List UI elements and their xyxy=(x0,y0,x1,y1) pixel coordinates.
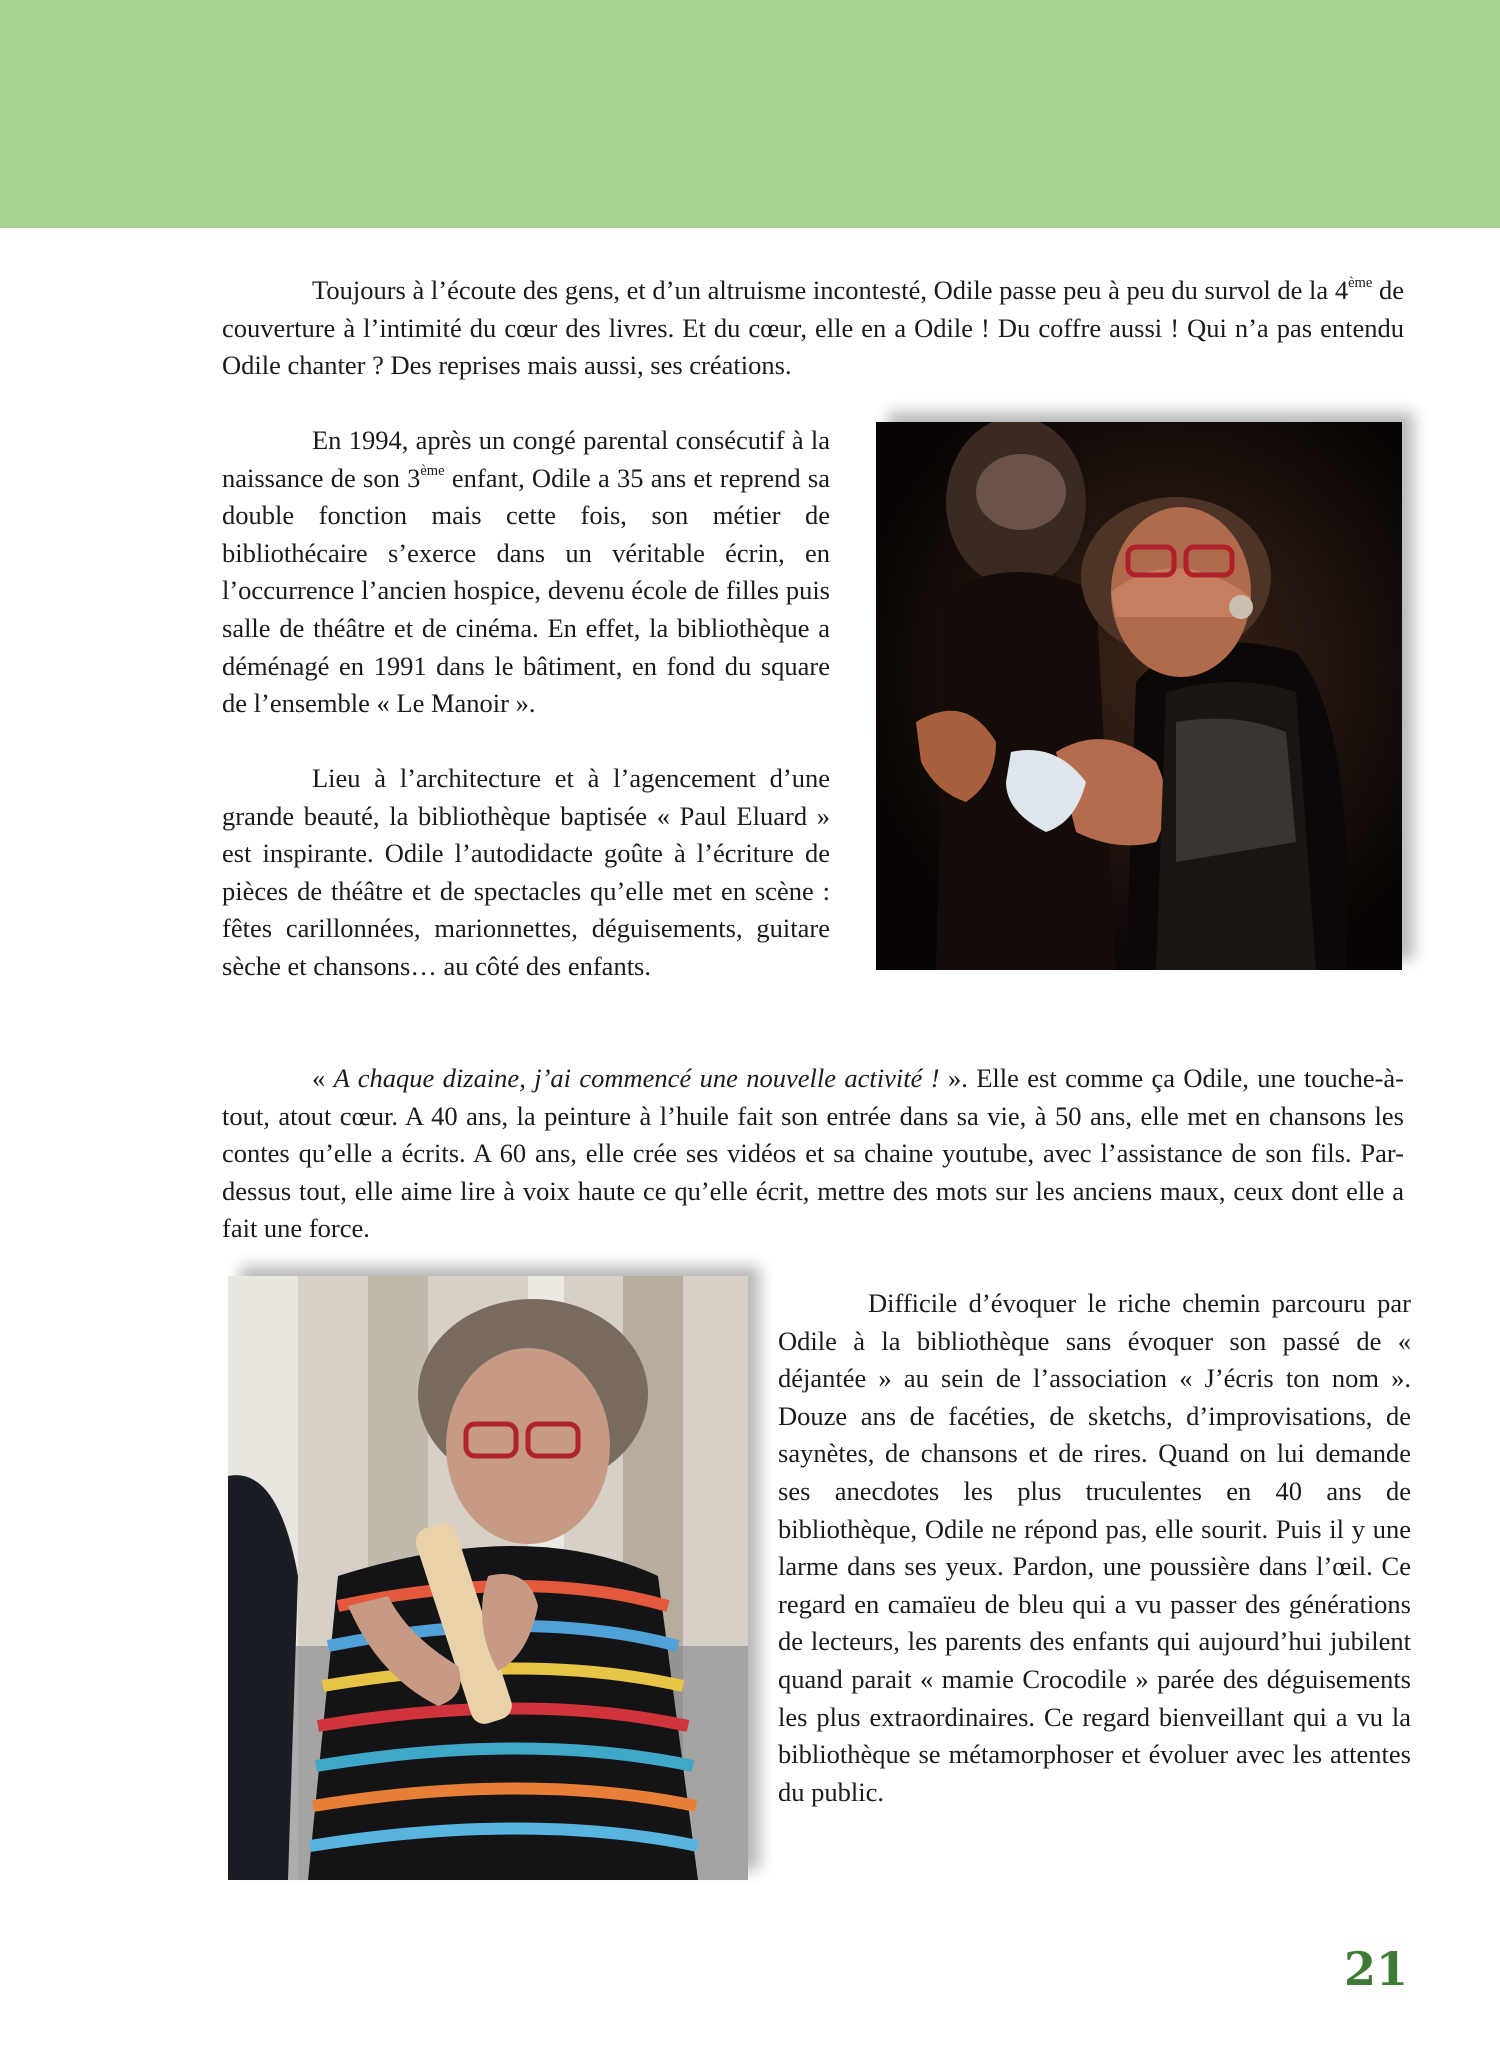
paragraph-chemin: Difficile d’évoquer le riche chemin parcouru par Odile à la bibliothèque sans évoquer son passé de « déjantée » au sein de l’association « J’écris ton nom ». Douze ans de facéties, de sketchs, d’improvisations, de saynètes, de chansons et de rires. Quand on lui demande ses anecdotes les plus truculentes en 40 ans de bibliothèque, Odile ne répond pas, elle sourit. Puis il y une larme dans ses yeux. Pardon, une poussière dans l’œil. Ce regard en camaïeu de bleu qui a vu passer des générations de lecteurs, les parents des enfants qui aujourd’hui jubilent quand parait « mamie Crocodile » parée des déguisements les plus extraordinaires. Ce regard bienveillant qui a vu la bibliothèque se métamorphoser et évoluer avec les attentes du public. xyxy=(778,1288,1411,1807)
paragraph-1994: En 1994, après un congé parental consécutif à la naissance de son 3ème enfant, Odile a 35 ans et reprend sa double fonction mais cette fois, son métier de bibliothécaire s’exerce dans un véritable écrin, en l’occurrence l’ancien hospice, devenu école de filles puis salle de théâtre et de cinéma. En effet, la bibliothèque a déménagé en 1991 dans le bâtiment, en fond du square de l’ensemble « Le Manoir ». xyxy=(222,425,830,719)
paragraph-dizaine: « A chaque dizaine, j’ai commencé une nouvelle activité ! ». Elle est comme ça Odile, une touche-à-tout, atout cœur. A 40 ans, la peinture à l’huile fait son entrée dans sa vie, à 50 ans, elle met en chansons les contes qu’elle a écrits. A 60 ans, elle crée ses vidéos et sa chaine youtube, avec l’assistance de son fils. Par-dessus tout, elle aime lire à voix haute ce qu’elle écrit, mettre des mots sur les anciens maux, ceux dont elle a fait une force. xyxy=(222,1063,1404,1244)
photo-odile-street xyxy=(228,1276,748,1880)
photo-odile-stage xyxy=(876,422,1402,970)
header-band xyxy=(0,0,1500,228)
quote-dizaine: A chaque dizaine, j’ai commencé une nouvelle activité ! xyxy=(333,1063,940,1093)
paragraph-lieu: Lieu à l’architecture et à l’agencement d’une grande beauté, la bibliothèque baptisée « Paul Eluard » est inspirante. Odile l’autodidacte goûte à l’écriture de pièces de théâtre et de spectacles qu’elle met en scène : fêtes carillonnées, marionnettes, déguisements, guitare sèche et chansons… au côté des enfants. xyxy=(222,763,830,981)
page-number: 21 xyxy=(1343,1942,1408,1996)
paragraph-intro: Toujours à l’écoute des gens, et d’un altruisme incontesté, Odile passe peu à peu du survol de la 4ème de couverture à l’intimité du cœur des livres. Et du cœur, elle en a Odile ! Du coffre aussi ! Qui n’a pas entendu Odile chanter ? Des reprises mais aussi, ses créations. xyxy=(222,275,1404,381)
